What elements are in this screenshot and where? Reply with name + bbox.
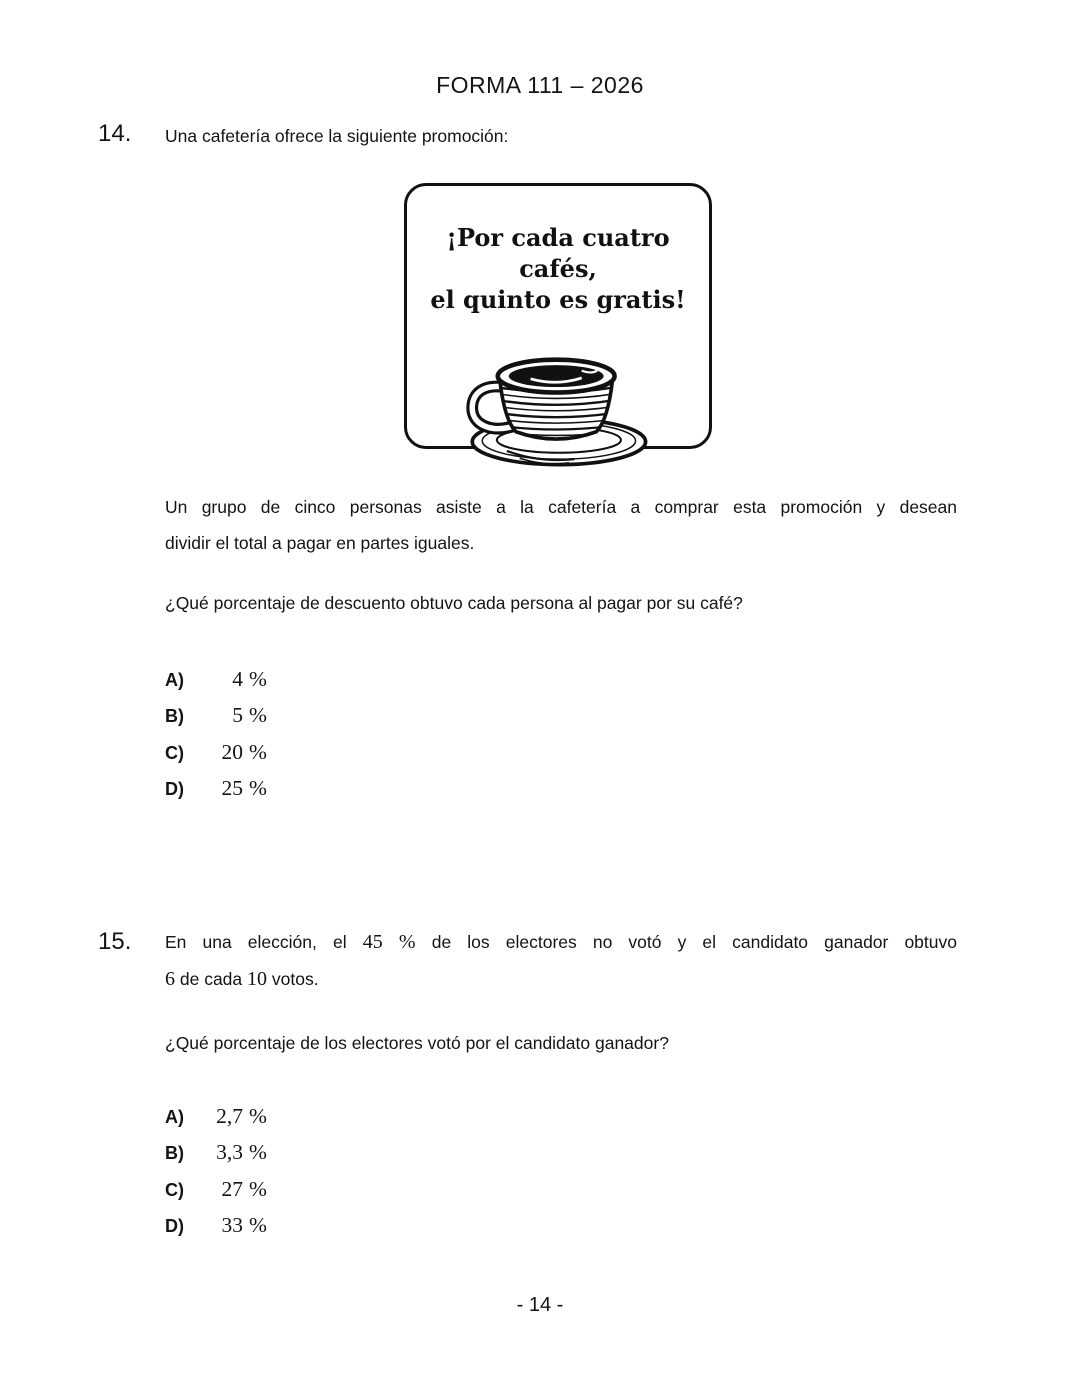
option-label: C) xyxy=(165,1179,184,1200)
promo-card xyxy=(404,183,712,449)
page-number: - 14 - xyxy=(516,1294,564,1316)
option-unit: % xyxy=(249,667,267,691)
statement-line-2 xyxy=(165,961,957,998)
option-unit: % xyxy=(249,739,267,764)
option-value: 2,7 xyxy=(216,1104,243,1128)
statement-line-1 xyxy=(165,924,957,961)
option-label: D) xyxy=(165,1216,184,1237)
option-label: B) xyxy=(165,1143,184,1164)
option-unit: % xyxy=(249,703,267,728)
option-value: 4 xyxy=(232,667,243,691)
option-value: 5 xyxy=(232,703,243,728)
option-row-d xyxy=(165,776,267,812)
question-15-statement xyxy=(165,924,957,998)
body-line-1: Un grupo de cinco personas asiste a la cafetería a comprar esta promoción y desean xyxy=(165,497,957,517)
option-row-b xyxy=(165,1140,267,1176)
statement-text: En una elección, el xyxy=(165,932,347,952)
option-label: A) xyxy=(165,670,184,690)
question-15-options xyxy=(165,1104,267,1250)
statement-text: votos. xyxy=(271,969,319,989)
body-line-2: dividir el total a pagar en partes iguales. xyxy=(165,532,475,553)
option-value: 27 xyxy=(221,1176,243,1201)
question-14-number: 14. xyxy=(98,120,132,147)
question-14-body xyxy=(165,490,957,561)
question-14-intro: Una cafetería ofrece la siguiente promoción: xyxy=(165,126,509,146)
option-value: 33 xyxy=(221,1213,243,1238)
option-label: C) xyxy=(165,742,184,763)
option-value: 20 xyxy=(221,739,243,764)
option-unit: % xyxy=(249,1176,267,1201)
question-15-prompt: ¿Qué porcentaje de los electores votó por el candidato ganador? xyxy=(165,1033,669,1053)
question-15-number: 15. xyxy=(98,928,132,955)
coffee-cup-icon xyxy=(439,325,677,471)
option-unit: % xyxy=(249,776,267,801)
option-row-d xyxy=(165,1213,267,1249)
option-row-c xyxy=(165,740,267,776)
option-row-a xyxy=(165,667,267,703)
question-14-options xyxy=(165,667,267,813)
option-row-c xyxy=(165,1177,267,1213)
option-label: A) xyxy=(165,1107,184,1127)
option-unit: % xyxy=(249,1213,267,1238)
form-header: FORMA 111 – 2026 xyxy=(436,72,644,98)
promo-line-1: ¡Por cada cuatro cafés, xyxy=(446,223,670,283)
promo-line-2: el quinto es gratis! xyxy=(430,285,686,314)
option-value: 25 xyxy=(221,776,243,801)
statement-math: 6 xyxy=(165,968,175,990)
option-label: B) xyxy=(165,706,184,727)
option-value: 3,3 xyxy=(216,1140,243,1165)
option-unit: % xyxy=(249,1140,267,1165)
statement-text: de los electores no votó y el candidato ganador obtuvo xyxy=(431,932,957,952)
statement-math: 45 % xyxy=(362,931,416,953)
option-row-a xyxy=(165,1104,267,1140)
question-14-prompt: ¿Qué porcentaje de descuento obtuvo cada persona al pagar por su café? xyxy=(165,593,743,613)
option-label: D) xyxy=(165,779,184,800)
statement-math: 10 xyxy=(247,968,268,990)
option-row-b xyxy=(165,703,267,739)
option-unit: % xyxy=(249,1104,267,1128)
statement-text: de cada xyxy=(179,969,243,989)
promo-text xyxy=(407,222,709,315)
